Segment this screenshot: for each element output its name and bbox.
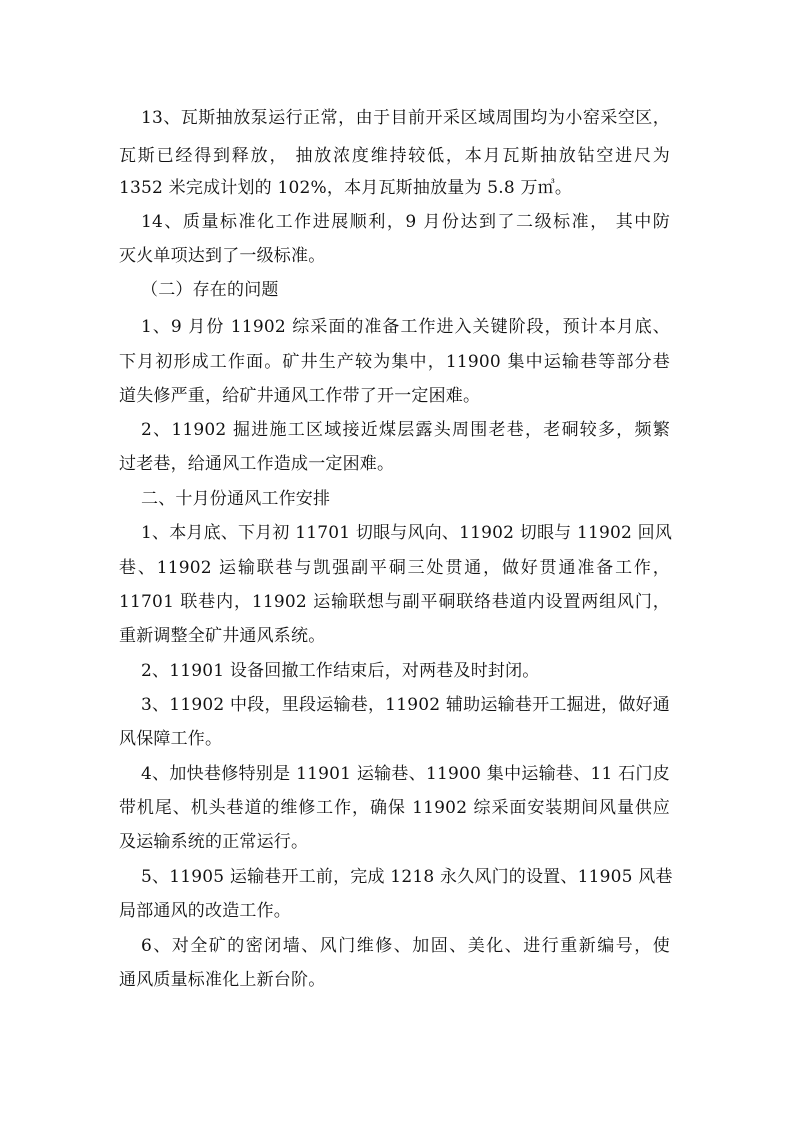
paragraph-line: 14、质量标准化工作进展顺利，9 月份达到了二级标准， 其中防: [141, 212, 670, 232]
paragraph-line: 13、瓦斯抽放泵运行正常，由于目前开采区域周围均为小窑采空区，: [141, 108, 670, 128]
paragraph-line: 6、对全矿的密闭墙、风门维修、加固、美化、进行重新编号，使: [141, 936, 670, 956]
paragraph-line: 及运输系统的正常运行。: [119, 832, 309, 852]
paragraph-line: 重新调整全矿井通风系统。: [119, 626, 326, 646]
paragraph-line: 1、9 月份 11902 综采面的准备工作进入关键阶段，预计本月底、: [141, 317, 670, 337]
paragraph-line: 巷、11902 运输联巷与凯强副平硐三处贯通，做好贯通准备工作，: [119, 558, 670, 578]
paragraph-line: 灭火单项达到了一级标准。: [119, 246, 326, 266]
paragraph-line: 过老巷，给通风工作造成一定困难。: [119, 454, 395, 474]
paragraph-line: 2、11902 掘进施工区域接近煤层露头周围老巷，老硐较多，频繁: [141, 420, 670, 440]
paragraph-line: 瓦斯已经得到释放， 抽放浓度维持较低，本月瓦斯抽放钻空进尺为: [119, 146, 670, 166]
paragraph-line: 1352 米完成计划的 102%，本月瓦斯抽放量为 5.8 万㎥。: [119, 178, 573, 198]
paragraph-line: 2、11901 设备回撤工作结束后，对两巷及时封闭。: [141, 661, 540, 681]
section-heading: （二）存在的问题: [141, 280, 279, 300]
paragraph-line: 局部通风的改造工作。: [119, 901, 291, 921]
paragraph-line: 1、本月底、下月初 11701 切眼与风向、11902 切眼与 11902 回风: [141, 523, 673, 543]
paragraph-line: 通风质量标准化上新台阶。: [119, 970, 326, 990]
section-heading: 二、十月份通风工作安排: [141, 489, 331, 509]
paragraph-line: 3、11902 中段，里段运输巷，11902 辅助运输巷开工掘进，做好通: [141, 695, 670, 715]
paragraph-line: 带机尾、机头巷道的维修工作，确保 11902 综采面安装期间风量供应: [119, 798, 670, 818]
paragraph-line: 5、11905 运输巷开工前，完成 1218 永久风门的设置、11905 风巷: [141, 867, 673, 887]
paragraph-line: 4、加快巷修特别是 11901 运输巷、11900 集中运输巷、11 石门皮: [141, 764, 670, 784]
paragraph-line: 下月初形成工作面。矿井生产较为集中，11900 集中运输巷等部分巷: [119, 352, 670, 372]
paragraph-line: 风保障工作。: [119, 729, 223, 749]
paragraph-line: 道失修严重，给矿井通风工作带了开一定困难。: [119, 386, 481, 406]
paragraph-line: 11701 联巷内，11902 运输联想与副平硐联络巷道内设置两组风门，: [119, 592, 670, 612]
